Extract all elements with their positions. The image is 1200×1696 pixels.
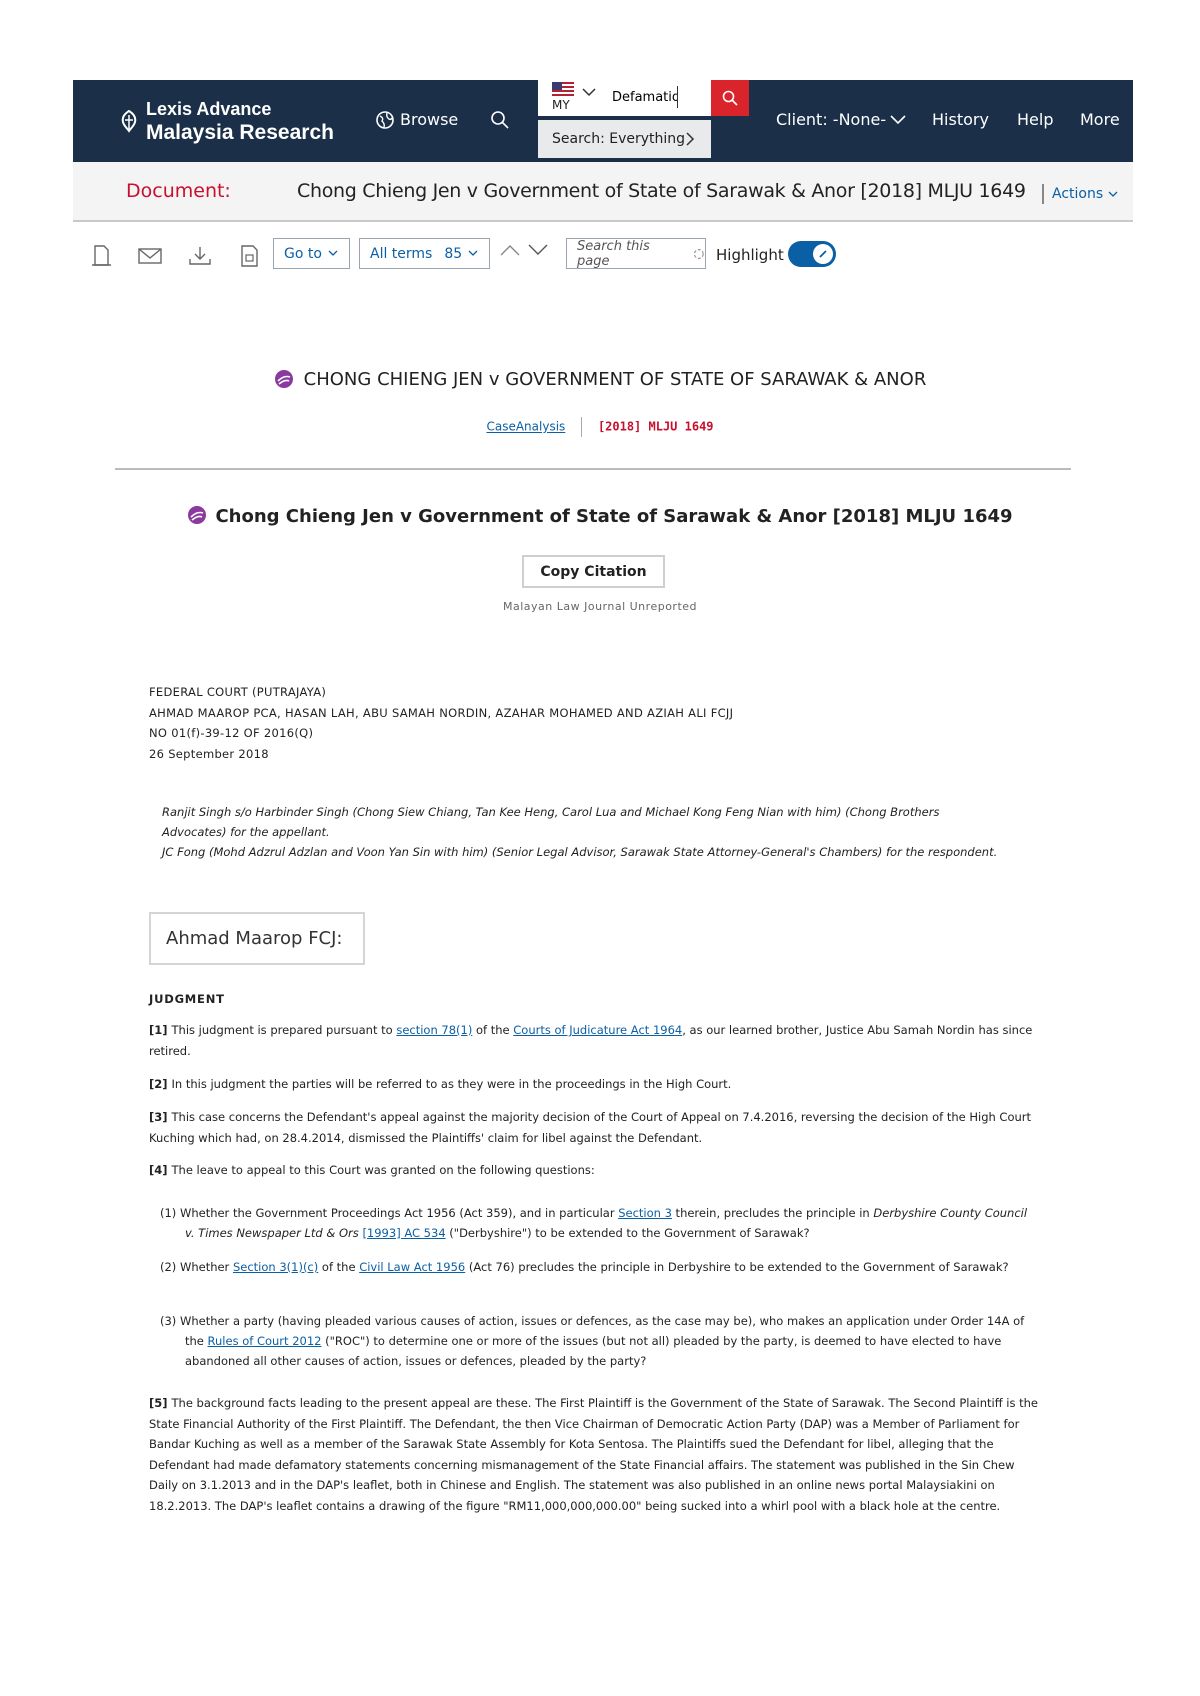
para-number: [5]: [149, 1396, 168, 1410]
spinner-icon: [693, 248, 705, 260]
para-text: This judgment is prepared pursuant to: [171, 1023, 397, 1037]
para-text: The background facts leading to the present appeal are these. The First Plaintiff is the Government of the State of Sarawak. The Second Plaintiff is the State Financial Authority of the First Plaintiff. The Defendant, the then Vice Chairman of Democratic Action Party (DAP) was a Member of Parliament for Bandar Kuching as well as a member of the Sarawak State Assembly for Kota Sentosa. The Plaintiffs sued the Defendant for libel, alleging that the Defendant had made defamatory statements concerning mismanagement of the State Financial affairs. The statement was published in the Sin Chew Daily on 3.1.2013 and in the DAP's leaflet, both in Chinese and English. The statement was also published in an online news portal Malaysiakini on 18.2.2013. The DAP's leaflet contains a drawing of the figure "RM11,000,000,000.00" being sucked into a whirl pool with a black hole at the centre.: [149, 1396, 1039, 1513]
document-title: Chong Chieng Jen v Government of State of Sarawak & Anor [2018] MLJU 1649: [297, 180, 1026, 202]
para-number: [2]: [149, 1077, 168, 1091]
question-number: (3): [160, 1314, 177, 1328]
divider: [115, 468, 1071, 470]
decision-date: 26 September 2018: [149, 746, 269, 761]
actions-menu[interactable]: [1052, 186, 1118, 202]
question-text: Whether the Government Proceedings Act 1956 (Act 359), and in particular: [179, 1206, 619, 1220]
highlight-label: Highlight: [716, 246, 784, 264]
statute-link[interactable]: Rules of Court 2012: [207, 1334, 322, 1348]
case-heading-text: CHONG CHIENG JEN v GOVERNMENT OF STATE OF SARAWAK & ANOR: [303, 369, 927, 390]
email-icon[interactable]: [137, 243, 163, 269]
para-number: [1]: [149, 1023, 168, 1037]
question-text: (Act 76) precludes the principle in Derbyshire to be extended to the Government of Sarawak?: [465, 1260, 1009, 1274]
case-title-text: Chong Chieng Jen v Government of State of Sarawak & Anor [2018] MLJU 1649: [215, 506, 1013, 527]
search-submit-button[interactable]: [711, 80, 749, 116]
help-link[interactable]: Help: [1017, 110, 1054, 129]
search-bar: [538, 80, 711, 116]
journal-name: Malayan Law Journal Unreported: [502, 600, 698, 613]
question-1: [160, 1203, 1030, 1243]
history-link[interactable]: History: [932, 110, 989, 129]
judgment-heading: JUDGMENT: [149, 992, 225, 1006]
us-flag-icon[interactable]: [552, 82, 574, 96]
citation-label: [2018] MLJU 1649: [597, 419, 714, 434]
download-icon[interactable]: [187, 243, 213, 269]
chevron-down-icon: [890, 115, 906, 125]
chevron-down-icon: [1108, 191, 1118, 198]
chevron-down-icon[interactable]: [582, 87, 596, 97]
counsel-respondent: JC Fong (Mohd Adzrul Adzlan and Voon Yan Sin with him) (Senior Legal Advisor, Sarawak State Attorney-General's Chambers) for the respondent.: [162, 845, 998, 859]
print-icon[interactable]: [88, 243, 114, 269]
case-links-row: [0, 417, 1200, 437]
question-text: ("ROC") to determine one or more of the issues (but not all) pleaded by the party, is deemed to have elected to have abandoned all other causes of action, issues or defences, pleaded by the party?: [185, 1334, 1002, 1368]
question-number: (1): [160, 1206, 177, 1220]
lexis-logo-icon: [118, 108, 140, 134]
search-input[interactable]: [612, 86, 678, 108]
para-number: [4]: [149, 1163, 168, 1177]
court-name: FEDERAL COURT (PUTRAJAYA): [149, 685, 327, 699]
para-text: , as our learned brother, Justice Abu Samah Nordin has since retired.: [149, 1023, 1033, 1058]
case-title: [0, 505, 1200, 527]
para-text: This case concerns the Defendant's appeal against the majority decision of the Court of Appeal on 7.4.2016, reversing the decision of the High Court Kuching which had, on 28.4.2014, dismissed the Plaintiffs' claim for libel against the Defendant.: [149, 1110, 1032, 1145]
divider: [581, 417, 582, 437]
statute-link[interactable]: Courts of Judicature Act 1964: [513, 1023, 683, 1037]
statute-link[interactable]: section 78(1): [396, 1023, 473, 1037]
para-text: of the: [472, 1023, 514, 1037]
document-bar: [73, 162, 1133, 222]
para-number: [3]: [149, 1110, 168, 1124]
check-icon: [813, 244, 833, 264]
divider: [1042, 184, 1044, 204]
case-analysis-link[interactable]: CaseAnalysis: [486, 419, 566, 434]
document-label: Document:: [126, 180, 231, 202]
statute-link[interactable]: Section 3(1)(c): [232, 1260, 319, 1274]
judges-list: AHMAD MAAROP PCA, HASAN LAH, ABU SAMAH NORDIN, AZAHAR MOHAMED AND AZIAH ALI FCJJ: [149, 705, 734, 720]
chevron-right-icon: [686, 132, 695, 146]
statute-link[interactable]: Section 3: [618, 1206, 672, 1220]
lexis-logo[interactable]: [118, 97, 334, 145]
case-heading: [0, 369, 1200, 390]
case-number: NO 01(f)-39-12 OF 2016(Q): [149, 726, 314, 740]
arrow-down-icon[interactable]: [528, 244, 548, 256]
question-number: (2): [160, 1260, 177, 1274]
search-icon: [722, 90, 738, 106]
question-text: therein, precludes the principle in: [671, 1206, 874, 1220]
logo-line2: Malaysia Research: [146, 121, 334, 144]
search-scope-label: Search: Everything: [552, 131, 686, 147]
client-label: Client: -None-: [776, 110, 887, 129]
search-this-page-placeholder: Search this page: [577, 238, 650, 269]
actions-label: Actions: [1052, 186, 1104, 202]
goto-label: Go to: [284, 245, 322, 262]
search-icon[interactable]: [490, 110, 510, 130]
case-metadata: [149, 682, 733, 764]
case-signal-icon[interactable]: [274, 369, 294, 389]
client-menu[interactable]: [776, 110, 906, 129]
chevron-down-icon: [328, 250, 338, 257]
all-terms-dropdown[interactable]: [359, 238, 490, 269]
judge-name: Ahmad Maarop FCJ:: [149, 912, 365, 965]
search-scope-selector[interactable]: [538, 120, 711, 158]
all-terms-count: 85: [444, 245, 463, 262]
counsel-appellant: Ranjit Singh s/o Harbinder Singh (Chong Siew Chiang, Tan Kee Heng, Carol Lua and Michael Kong Feng Nian with him) (Chong Brothers Advocates) for the appellant.: [162, 805, 940, 839]
browse-label: Browse: [400, 110, 459, 129]
citation-link[interactable]: [1993] AC 534: [362, 1226, 446, 1240]
question-2: [160, 1257, 1030, 1277]
jurisdiction-code: MY: [552, 98, 570, 112]
save-doc-icon[interactable]: [236, 243, 262, 269]
paragraph-2: [149, 1074, 1039, 1095]
browse-button[interactable]: [376, 110, 458, 129]
question-text: Whether a party (having pleaded various causes of action, issues or defences, as the case may be), who makes an application under Order 14A of the: [179, 1314, 1025, 1348]
logo-line1: Lexis Advance: [146, 99, 272, 119]
term-navigation: [500, 244, 548, 256]
copy-citation-button[interactable]: Copy Citation: [522, 555, 665, 588]
goto-dropdown[interactable]: [273, 238, 350, 269]
globe-icon: [376, 111, 394, 129]
counsel-block: [162, 802, 1007, 862]
all-terms-label: All terms: [370, 245, 433, 262]
question-text: Whether: [179, 1260, 233, 1274]
statute-link[interactable]: Civil Law Act 1956: [359, 1260, 466, 1274]
question-text: ("Derbyshire") to be extended to the Government of Sarawak?: [445, 1226, 810, 1240]
paragraph-5: [149, 1393, 1039, 1516]
paragraph-1: [149, 1020, 1039, 1061]
chevron-down-icon: [468, 250, 478, 257]
paragraph-3: [149, 1107, 1039, 1148]
para-text: The leave to appeal to this Court was granted on the following questions:: [171, 1163, 595, 1177]
para-text: In this judgment the parties will be referred to as they were in the proceedings in the High Court.: [171, 1077, 732, 1091]
case-signal-icon[interactable]: [187, 505, 207, 525]
toggle-knob: [813, 244, 833, 264]
question-3: [160, 1311, 1030, 1371]
more-menu[interactable]: More: [1080, 110, 1120, 129]
arrow-up-icon[interactable]: [500, 244, 520, 256]
search-this-page-input[interactable]: [566, 238, 706, 269]
case-name: Derbyshire County Council v. Times Newspaper Ltd & Ors: [185, 1206, 1028, 1240]
highlight-toggle[interactable]: [788, 241, 836, 267]
question-text: of the: [318, 1260, 360, 1274]
paragraph-4: [149, 1160, 1039, 1181]
top-header: [73, 80, 1133, 162]
